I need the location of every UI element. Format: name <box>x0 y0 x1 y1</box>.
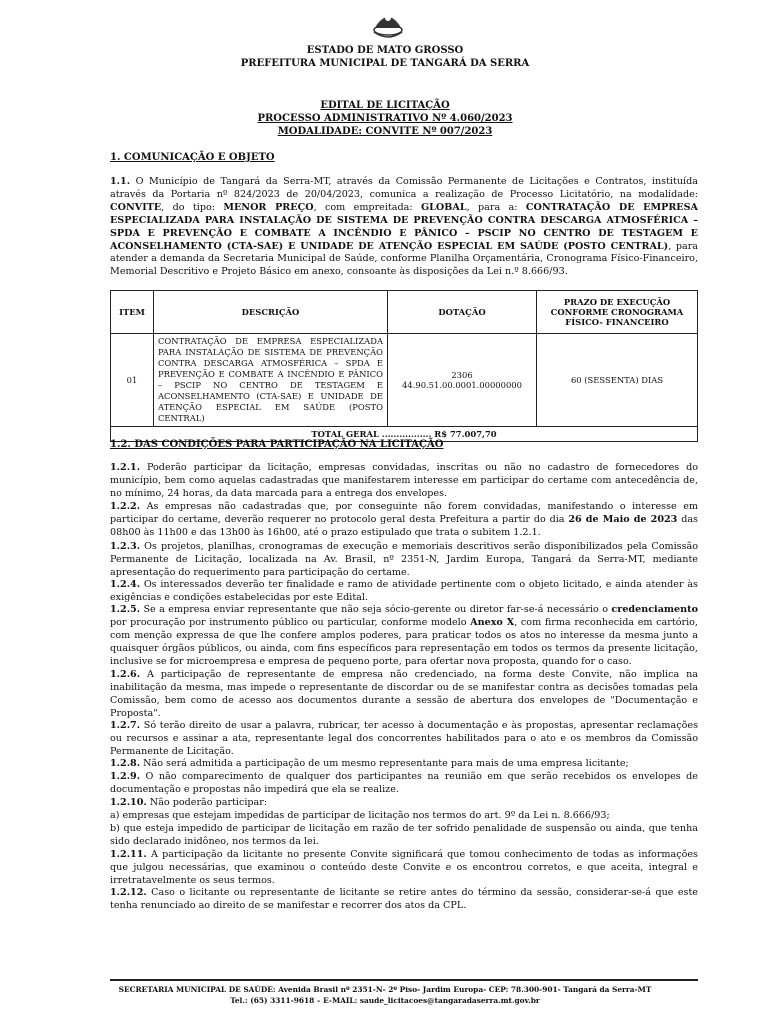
paragraph-1-2-11: 1.2.11. A participação da licitante no presente Convite significará que tomou conhecimento de todas as informações que julgou necessárias, que examinou o conteúdo deste Convite e os encontrou corretos, e que aceita, integral e irretratavelmente os seus termos. <box>110 849 698 886</box>
paragraph-1-2-10: 1.2.10. Não poderão participar: <box>110 797 268 808</box>
paragraph-1-2-10-b: b) que esteja impedido de participar de licitação em razão de ter sofrido penalidade de suspensão ou ainda, que tenha sido declarado inidôneo, nos termos da lei. <box>110 823 698 847</box>
table-row <box>111 334 698 427</box>
col-desc-header: DESCRIÇÃO <box>154 291 388 334</box>
col-prazo-header: PRAZO DE EXECUÇÃO CONFORME CRONOGRAMA FÍSICO- FINANCEIRO <box>537 291 698 334</box>
title-modalidade: MODALIDADE: CONVITE Nº 007/2023 <box>277 126 493 137</box>
paragraph-1-2-5: 1.2.5. Se a empresa enviar representante que não seja sócio-gerente ou diretor far-se-á necessário o credenciamento por procuração por instrumento público ou particular, conforme modelo Anexo X, com firma reconhecida em cartório, com menção expressa de que lhe confere amplos poderes, para praticar todos os atos no interesse da mesma junto a quaisquer órgãos públicos, ou ainda, com fins específicos para representação em todos os termos da presente licitação, inclusive se for microempresa e empresa de pequeno porte, para ofertar nova proposta, quando for o caso. <box>110 604 698 667</box>
header-city: PREFEITURA MUNICIPAL DE TANGARÁ DA SERRA <box>240 58 530 69</box>
section-1-heading: 1. COMUNICAÇÃO E OBJETO <box>110 152 275 163</box>
paragraph-1-2-12: 1.2.12. Caso o licitante ou representante de licitante se retire antes do término da sessão, considerar-se-á que este tenha renunciado ao direito de se manifestar e recorrer dos atos da CPL. <box>110 887 698 911</box>
cell-prazo: 60 (SESSENTA) DIAS <box>537 334 698 427</box>
footer-divider <box>110 979 698 981</box>
paragraph-1-2-4: 1.2.4. Os interessados deverão ter finalidade e ramo de atividade pertinente com o objeto licitado, e ainda atender às exigências e condições estabelecidas por este Edital. <box>110 579 698 603</box>
footer-address: SECRETARIA MUNICIPAL DE SAÚDE: Avenida Brasil nº 2351-N- 2º Piso- Jardim Europa- CEP: 78.300-901- Tangará da Serra-MT <box>118 985 652 994</box>
paragraph-1-2-1: 1.2.1. Poderão participar da licitação, empresas convidadas, inscritas ou não no cadastro de fornecedores do município, bem como aquelas cadastradas que manifestarem interesse em participar do certame com antecedência de, no mínimo, 24 horas, da data marcada para a entrega dos envelopes. <box>110 462 698 499</box>
header-state: ESTADO DE MATO GROSSO <box>306 45 464 56</box>
total-row: TOTAL GERAL ................. R$ 77.007,70 <box>111 427 698 442</box>
cell-desc: CONTRATAÇÃO DE EMPRESA ESPECIALIZADA PARA INSTALAÇÃO DE SISTEMA DE PREVENÇÃO CONTRA DESCARGA ATMOSFÉRICA – SPDA E PREVENÇÃO E COMBATE A INCÊNDIO E PÂNICO – PSCIP NO CENTRO DE TESTAGEM E ACONSELHAMENTO (CTA-SAE) E UNIDADE DE ATENÇÃO ESPECIAL EM SAÚDE (POSTO CENTRAL) <box>154 334 388 427</box>
paragraph-1-2-8: 1.2.8. Não será admitida a participação de um mesmo representante para mais de uma empresa licitante; <box>110 758 629 769</box>
paragraph-1-2-2: 1.2.2. As empresas não cadastradas que, por conseguinte não forem convidadas, manifestando o interesse em participar do certame, deverão requerer no protocolo geral desta Prefeitura a partir do dia 26 de Maio de 2023 das 08h00 às 11h00 e das 13h00 às 16h00, até o prazo estipulado que trata o subitem 1.2.1. <box>110 501 698 538</box>
title-processo: PROCESSO ADMINISTRATIVO Nº 4.060/2023 <box>257 113 513 124</box>
col-item-header: ITEM <box>111 291 154 334</box>
cell-dotacao: 2306 44.90.51.00.0001.00000000 <box>388 334 537 427</box>
items-table <box>110 290 698 442</box>
title-edital: EDITAL DE LICITAÇÃO <box>320 100 450 111</box>
paragraph-1-2-3: 1.2.3. Os projetos, planilhas, cronogramas de execução e memoriais descritivos serão disponibilizados pela Comissão Permanente de Licitação, localizada na Av. Brasil, nº 2351-N, Jardim Europa, Tangará da Serra-MT, mediante apresentação do requerimento para participação do certame. <box>110 541 698 578</box>
paragraph-1-2-7: 1.2.7. Só terão direito de usar a palavra, rubricar, ter acesso à documentação e às propostas, apresentar reclamações ou recursos e assinar a ata, representante legal dos concorrentes habilitados para o ato e os membros da Comissão Permanente de Licitação. <box>110 720 698 757</box>
paragraph-1-2-6: 1.2.6. A participação de representante de empresa não credenciado, na forma deste Convite, não implica na inabilitação da mesma, mas impede o representante de discordar ou de se manifestar contra as decisões tomadas pela Comissão, bem como de acesso aos documentos durante a sessão de abertura dos envelopes de "Documentação e Proposta". <box>110 669 698 719</box>
paragraph-1-1: 1.1. O Município de Tangará da Serra-MT, através da Comissão Permanente de Licitações e Contratos, instituída através da Portaria nº 824/2023 de 20/04/2023, comunica a realização de Processo Licitatório, na modalidade: CONVITE, do tipo: MENOR PREÇO, com empreitada: GLOBAL, para a: CONTRATAÇÃO DE EMPRESA ESPECIALIZADA PARA INSTALAÇÃO DE SISTEMA DE PREVENÇÃO CONTRA DESCARGA ATMOSFÉRICA – SPDA E PREVENÇÃO E COMBATE A INCÊNDIO E PÂNICO – PSCIP NO CENTRO DE TESTAGEM E ACONSELHAMENTO (CTA-SAE) E UNIDADE DE ATENÇÃO ESPECIAL EM SAÚDE (POSTO CENTRAL), para atender a demanda da Secretaria Municipal de Saúde, conforme Planilha Orçamentária, Cronograma Físico-Financeiro, Memorial Descritivo e Projeto Básico em anexo, consoante às disposições da Lei n.º 8.666/93. <box>110 176 698 278</box>
paragraph-1-2-10-a: a) empresas que estejam impedidas de participar de licitação nos termos do art. 9º da Lei n. 8.666/93; <box>110 810 610 821</box>
paragraph-1-2-9: 1.2.9. O não comparecimento de qualquer dos participantes na reunião em que serão recebidos os envelopes de documentação e propostas não impedirá que ela se realize. <box>110 771 698 795</box>
footer-contact: Tel.: (65) 3311-9618 – E-MAIL: saude_licitacoes@tangaradaserra.mt.gov.br <box>230 996 540 1005</box>
municipal-crest-icon <box>370 6 406 42</box>
cell-item: 01 <box>111 334 154 427</box>
section-1-2-heading: 1.2. DAS CONDIÇÕES PARA PARTICIPAÇÃO NA LICITAÇÃO <box>110 439 444 450</box>
col-dotacao-header: DOTAÇÃO <box>388 291 537 334</box>
